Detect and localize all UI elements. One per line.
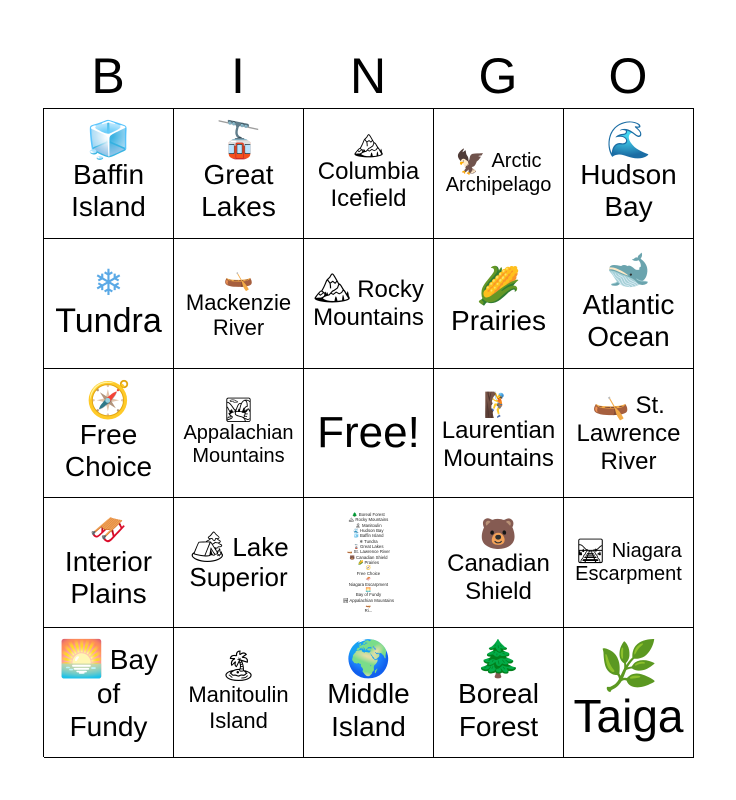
cell-label-line1: Rocky [357,275,424,303]
sled-icon: 🛷 [89,512,128,548]
cell-rocky-mountains[interactable] [304,239,434,369]
cell-label-line2: Escarpment [575,563,682,586]
overflow-text-line: 🏞 Appalachian Mountains [342,597,395,603]
overflow-text-line: 🧭 [365,565,372,571]
cell-label-line3: River [600,447,657,475]
header-letter-b: B [91,48,125,104]
desert-island-icon: 🏝 [219,649,258,685]
cell-label-line1: Great [203,159,274,191]
cell-label-line2: Mountains [443,444,554,472]
cell-free-choice[interactable] [44,369,174,499]
cell-label-line2: Superior [189,561,288,592]
cell-arctic-archipelago[interactable] [434,109,564,239]
overflow-text-line: 🛶 [365,602,372,608]
overflow-text-line: ❄ Tundra [359,538,378,544]
herb-icon: 🌿 [598,638,659,695]
bingo-card [43,108,694,757]
cell-label-line1: Niagara [611,539,682,562]
person-climbing-icon: 🧗 [483,391,514,420]
cell-label-line1: Mackenzie [185,289,292,315]
overflow-text-line: 🌊 Hudson Bay [353,527,384,533]
cell-tundra[interactable] [44,239,174,369]
cell-label-line2: Ocean [587,321,670,353]
cell-label-line1: Boreal [458,678,539,710]
cell-label-line2: Shield [465,577,532,605]
ice-cube-icon: 🧊 [86,120,131,162]
globe-icon: 🌍 [346,639,391,681]
national-park-icon: 🏞 [223,395,254,424]
free-space-label: Free! [317,407,420,457]
cell-label-line1: Columbia [317,157,420,185]
cell-manitoulin-island[interactable] [174,628,304,758]
bingo-header [43,44,693,108]
cell-label-line2: Island [331,710,406,742]
overflow-text-line: Bay of Fundy [355,592,382,598]
canoe-icon: 🛶 [592,387,630,423]
header-letter-i: I [231,48,245,104]
overflow-text-line: 🌅 [365,586,372,592]
cell-label-line1: Atlantic [582,289,675,320]
snow-mountain-icon: 🏔 [313,271,352,307]
overflow-text-line: 🚡 Great Lakes [353,544,384,550]
header-letter-g: G [478,48,518,104]
aerial-tramway-icon: 🚡 [216,120,261,162]
canoe-icon: 🛶 [223,263,254,292]
overflow-text-line: 🌲 Boreal Forest [352,511,385,517]
cell-mackenzie-river[interactable] [174,239,304,369]
cell-label-line2: Island [71,191,146,223]
cell-label-line2: Mountains [313,304,424,332]
cell-columbia-icefield[interactable] [304,109,434,239]
cell-label-line1: Middle [327,678,410,710]
overflow-text-list [343,512,394,614]
cell-label-line2: of [96,678,121,710]
cell-label-line2: Archipelago [445,173,552,196]
cell-label-line1: Prairies [451,305,546,337]
snowflake-icon: ❄ [93,262,124,304]
bear-icon: 🐻 [479,517,518,553]
cell-laurentian-mountains[interactable] [434,369,564,499]
cell-label-line1: Manitoulin [188,682,289,708]
cell-label-line2: Lawrence [576,420,681,448]
overflow-text-line: Ri... [364,608,373,614]
cell-baffin-island[interactable] [44,109,174,239]
cell-label-line2: Plains [70,577,147,609]
water-wave-icon: 🌊 [606,120,651,162]
cell-label-line1: Bay [109,644,159,676]
overflow-text-line: 🌽 Prairies [357,560,380,566]
corn-icon: 🌽 [476,266,521,308]
cell-label-line1: Baffin [72,159,145,191]
cell-bay-of-fundy[interactable] [44,628,174,758]
cell-label-line2: Bay [604,191,653,223]
cell-label-line1: Interior [64,545,153,577]
snow-mountain-icon: 🏔 [353,131,384,160]
evergreen-tree-icon: 🌲 [476,639,521,681]
cell-label-line1: Lake [232,531,289,562]
cell-overflow-list[interactable] [304,498,434,628]
cell-free-space[interactable] [304,369,434,499]
cell-niagara-escarpment[interactable] [564,498,694,628]
cell-boreal-forest[interactable] [434,628,564,758]
cell-label-line2: Icefield [330,185,407,213]
header-letter-o: O [608,48,648,104]
railway-track-icon: 🛤 [575,537,606,566]
cell-label-line1: Arctic [491,150,542,173]
header-letter-n: N [349,48,387,104]
whale-icon: 🐋 [606,250,651,291]
cell-st-lawrence-river[interactable] [564,369,694,499]
cell-label-line1: Tundra [55,301,162,340]
cell-label-line2: River [212,315,265,341]
cell-label-line2: Lakes [201,191,276,223]
cell-canadian-shield[interactable] [434,498,564,628]
camping-icon: 🏕 [188,529,227,565]
cell-label-line3: Fundy [69,710,148,742]
cell-interior-plains[interactable] [44,498,174,628]
cell-taiga[interactable] [564,628,694,758]
overflow-text-line: 🐻 Canadian Shield [349,554,388,560]
overflow-text-line: 🧊 Baffin Island [353,533,384,539]
overflow-text-line: 🏔 Rocky Mountains [348,517,389,523]
overflow-text-line: Free Choice [356,570,381,576]
cell-middle-island[interactable] [304,628,434,758]
cell-label-line1: Canadian [447,550,550,578]
cell-label-line1: Hudson [580,159,677,191]
sunrise-icon: 🌅 [58,639,104,681]
cell-great-lakes[interactable] [174,109,304,239]
overflow-text-line: Niagara Escarpment [348,581,389,587]
compass-icon: 🧭 [86,379,131,421]
eagle-icon: 🦅 [455,147,486,176]
overflow-text-line: 🛷 [365,576,372,582]
cell-label-line1: Appalachian [183,421,294,444]
cell-label-line1: Free [79,418,138,450]
cell-lake-superior[interactable] [174,498,304,628]
cell-label-line1: St. [635,391,665,419]
cell-label-line2: Island [209,707,268,733]
overflow-text-line: 🛶 St. Lawrence River [347,549,390,555]
cell-atlantic-ocean[interactable] [564,239,694,369]
cell-label-line2: Choice [64,450,153,482]
cell-label-line2: Forest [458,710,539,742]
overflow-text-line: 🏝 Manitoulin [355,522,382,528]
cell-appalachian-mountains[interactable] [174,369,304,499]
cell-hudson-bay[interactable] [564,109,694,239]
cell-label-line2: Mountains [192,444,285,467]
cell-prairies[interactable] [434,239,564,369]
cell-label-line1: Laurentian [441,417,556,445]
cell-label-line1: Taiga [573,690,684,743]
